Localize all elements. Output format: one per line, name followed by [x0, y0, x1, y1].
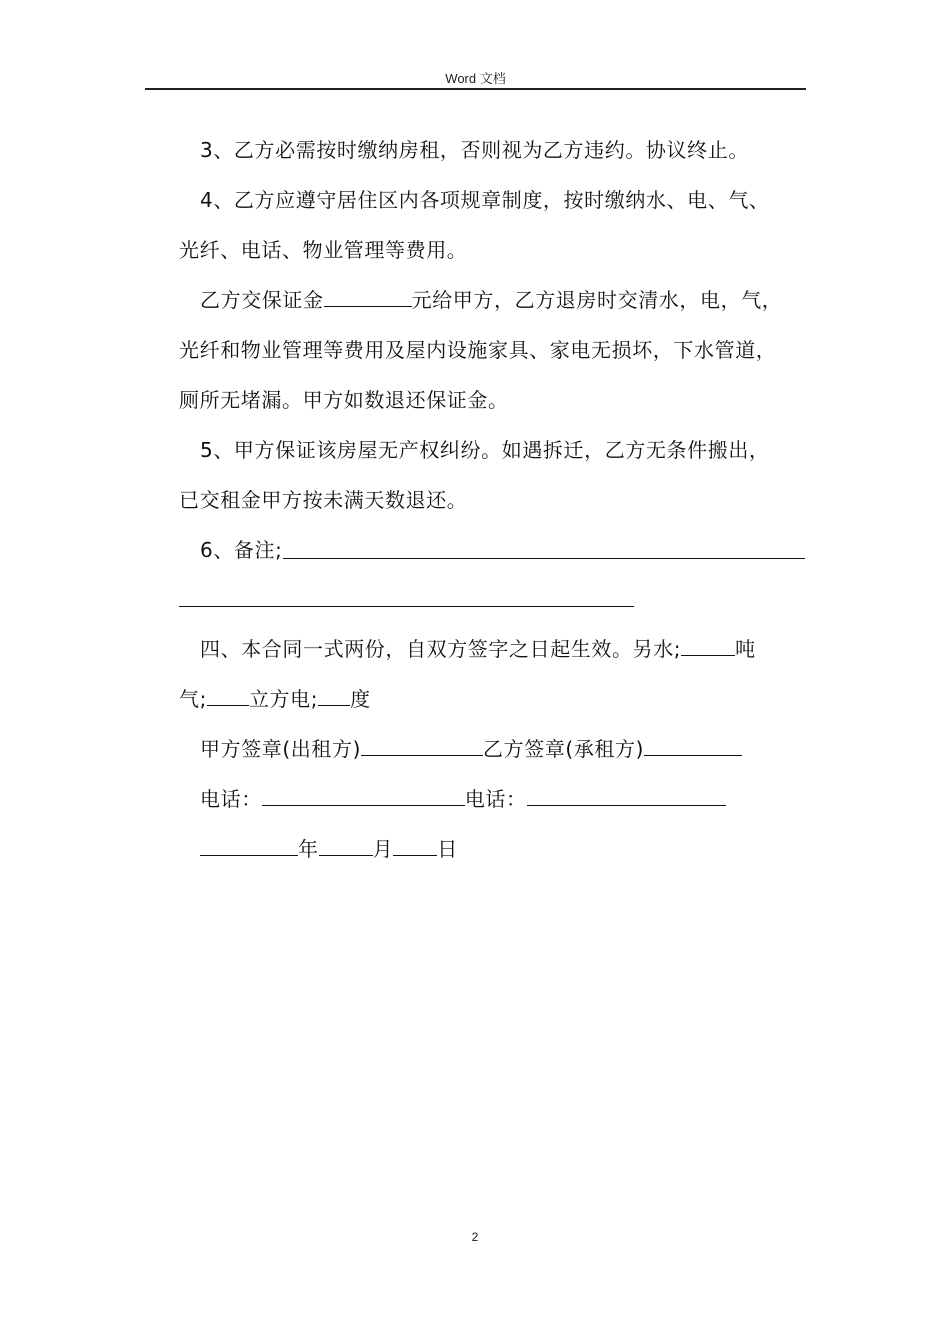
year-blank[interactable] [200, 835, 298, 856]
header-title: Word 文档 [445, 71, 506, 86]
deposit-line-3: 厕所无堵漏。甲方如数退还保证金。 [179, 388, 509, 412]
remarks-blank-line-2[interactable] [179, 606, 634, 607]
remarks-blank-line-1[interactable] [283, 558, 805, 559]
phone-b-blank[interactable] [527, 785, 726, 806]
phone-line [200, 785, 726, 813]
page-number: 2 [471, 1230, 479, 1244]
signature-line [200, 735, 742, 763]
remarks-label: 6、备注; [200, 538, 283, 562]
clause-3: 3、乙方必需按时缴纳房租，否则视为乙方违约。协议终止。 [200, 138, 749, 162]
phone-a-blank[interactable] [262, 785, 465, 806]
gas-label: 气; [179, 687, 207, 711]
deposit-suffix: 元给甲方，乙方退房时交清水，电，气， [411, 288, 783, 312]
water-unit: 吨 [735, 637, 756, 661]
day-blank[interactable] [393, 835, 437, 856]
deposit-line-2: 光纤和物业管理等费用及屋内设施家具、家电无损坏，下水管道， [179, 338, 777, 362]
clause-5-line-2: 已交租金甲方按未满天数退还。 [179, 488, 468, 512]
month-blank[interactable] [319, 835, 373, 856]
month-label: 月 [372, 837, 394, 861]
day-label: 日 [437, 837, 458, 861]
deposit-amount-blank[interactable] [324, 286, 412, 307]
party-b-label: 乙方签章(承租方) [483, 737, 645, 761]
clause-4-line-2: 光纤、电话、物业管理等费用。 [179, 238, 468, 262]
electric-unit: 度 [350, 687, 371, 711]
clause-4-line-1: 4、乙方应遵守居住区内各项规章制度，按时缴纳水、电、气、 [200, 188, 770, 212]
party-a-signature-blank[interactable] [361, 735, 483, 756]
water-blank[interactable] [681, 635, 735, 656]
gas-unit: 立方电; [248, 687, 319, 711]
party-a-label: 甲方签章(出租方) [200, 737, 362, 761]
phone-b-label: 电话： [464, 787, 527, 811]
section-4-text: 四、本合同一式两份，自双方签字之日起生效。另水; [200, 637, 682, 661]
section-4-line-1 [200, 635, 756, 663]
gas-blank[interactable] [207, 685, 249, 706]
year-label: 年 [298, 837, 319, 861]
electric-blank[interactable] [318, 685, 350, 706]
deposit-prefix: 乙方交保证金 [200, 288, 324, 312]
phone-a-label: 电话： [200, 787, 262, 811]
clause-6-remarks [200, 536, 282, 564]
deposit-line-1 [200, 286, 782, 314]
page-header [145, 68, 806, 90]
date-line [200, 835, 458, 863]
party-b-signature-blank[interactable] [644, 735, 742, 756]
section-4-line-2 [179, 685, 371, 713]
clause-5-line-1: 5、甲方保证该房屋无产权纠纷。如遇拆迁，乙方无条件搬出， [200, 438, 770, 462]
